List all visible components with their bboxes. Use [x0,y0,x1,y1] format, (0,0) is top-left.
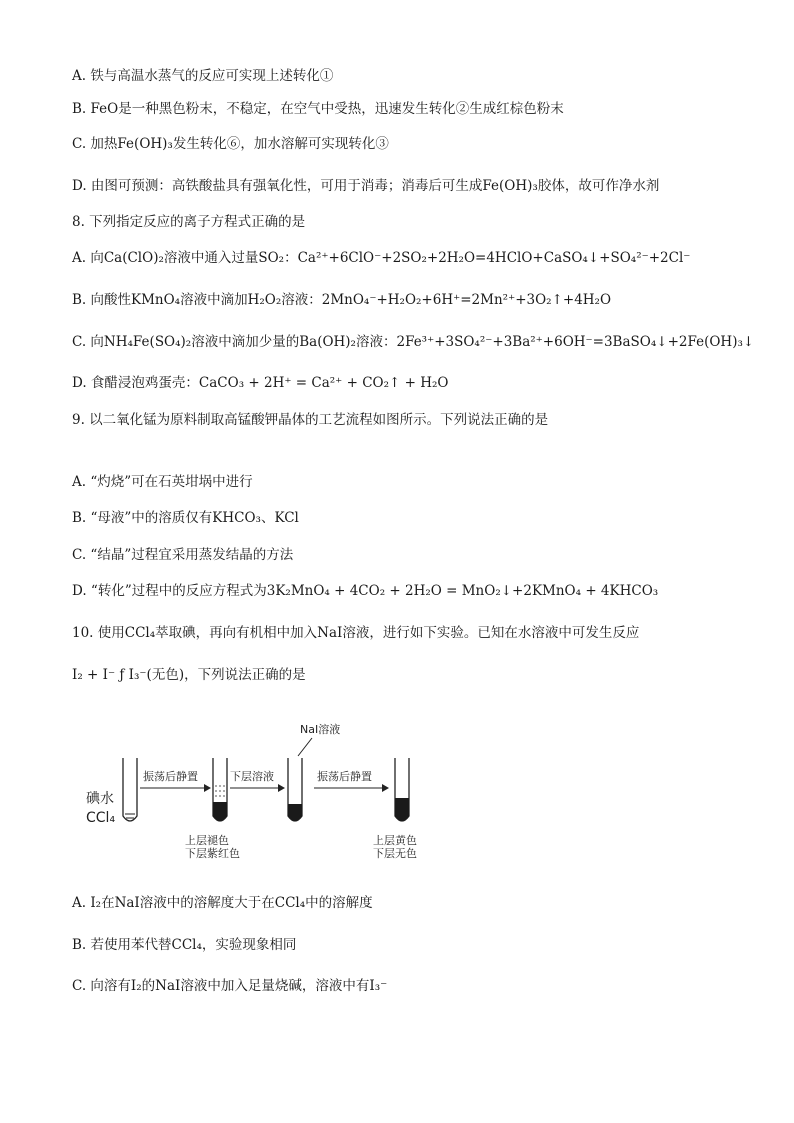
nai-label: NaI溶液 [300,723,341,736]
q9-option-c: C. “结晶”过程宜采用蒸发结晶的方法 [72,547,294,563]
q9-option-a: A. “灼烧”可在石英坩埚中进行 [72,474,253,490]
label-iodine-water: 碘水 [86,791,114,807]
q10-stem: 10. 使用CCl₄萃取碘，再向有机相中加入NaI溶液，进行如下实验。已知在水溶液中可发生反应 [72,625,640,641]
q10-option-a: A. I₂在NaI溶液中的溶解度大于在CCl₄中的溶解度 [72,895,373,911]
caption-1-line2: 下层紫红色 [185,847,240,860]
q10-option-c: C. 向溶有I₂的NaI溶液中加入足量烧碱，溶液中有I₃⁻ [72,978,388,994]
caption-1-line1: 上层褪色 [185,834,229,847]
arrow-2 [230,784,285,792]
q8-option-c: C. 向NH₄Fe(SO₄)₂溶液中滴加少量的Ba(OH)₂溶液：2Fe³⁺+3SO₄²⁻+3Ba²⁺+6OH⁻=3BaSO₄↓+2Fe(OH)₃↓ [72,334,755,350]
arrow2-label: 下层溶液 [230,770,274,783]
test-tube-4 [395,758,409,821]
test-tube-3 [288,758,302,821]
experiment-figure [80,718,440,868]
label-ccl4: CCl₄ [86,810,116,826]
test-tube-2 [213,758,227,821]
q8-option-b: B. 向酸性KMnO₄溶液中滴加H₂O₂溶液：2MnO₄⁻+H₂O₂+6H⁺=2Mn²⁺+3O₂↑+4H₂O [72,292,612,308]
q9-option-d: D. “转化”过程中的反应方程式为3K₂MnO₄ + 4CO₂ + 2H₂O = MnO₂↓+2KMnO₄ + 4KHCO₃ [72,583,659,599]
arrow-1 [140,784,211,792]
q7-option-c: C. 加热Fe(OH)₃发生转化⑥，加水溶解可实现转化③ [72,136,389,152]
q8-option-a: A. 向Ca(ClO)₂溶液中通入过量SO₂：Ca²⁺+6ClO⁻+2SO₂+2H₂O=4HClO+CaSO₄↓+SO₄²⁻+2Cl⁻ [72,250,691,266]
q8-option-d: D. 食醋浸泡鸡蛋壳：CaCO₃ + 2H⁺ = Ca²⁺ + CO₂↑ + H₂O [72,375,449,391]
q10-option-b: B. 若使用苯代替CCl₄，实验现象相同 [72,937,297,953]
q7-option-d: D. 由图可预测：高铁酸盐具有强氧化性，可用于消毒；消毒后可生成Fe(OH)₃胶体，故可作净水剂 [72,178,660,194]
q7-option-a: A. 铁与高温水蒸气的反应可实现上述转化① [72,68,334,84]
q9-option-b: B. “母液”中的溶质仅有KHCO₃、KCl [72,510,299,526]
q10-stem-cont: I₂ + I⁻ ƒ I₃⁻(无色)，下列说法正确的是 [72,667,306,683]
caption-2-line2: 下层无色 [373,847,417,860]
arrow-3 [314,784,389,792]
q8-stem: 8. 下列指定反应的离子方程式正确的是 [72,214,306,230]
arrow1-label: 振荡后静置 [143,770,198,783]
q7-option-b: B. FeO是一种黑色粉末，不稳定，在空气中受热，迅速发生转化②生成红棕色粉末 [72,101,564,117]
test-tube-1 [123,758,137,821]
nai-pointer-line [298,738,312,756]
arrow3-label: 振荡后静置 [317,770,372,783]
q9-stem: 9. 以二氧化锰为原料制取高锰酸钾晶体的工艺流程如图所示。下列说法正确的是 [72,412,549,428]
caption-2-line1: 上层黄色 [373,834,417,847]
